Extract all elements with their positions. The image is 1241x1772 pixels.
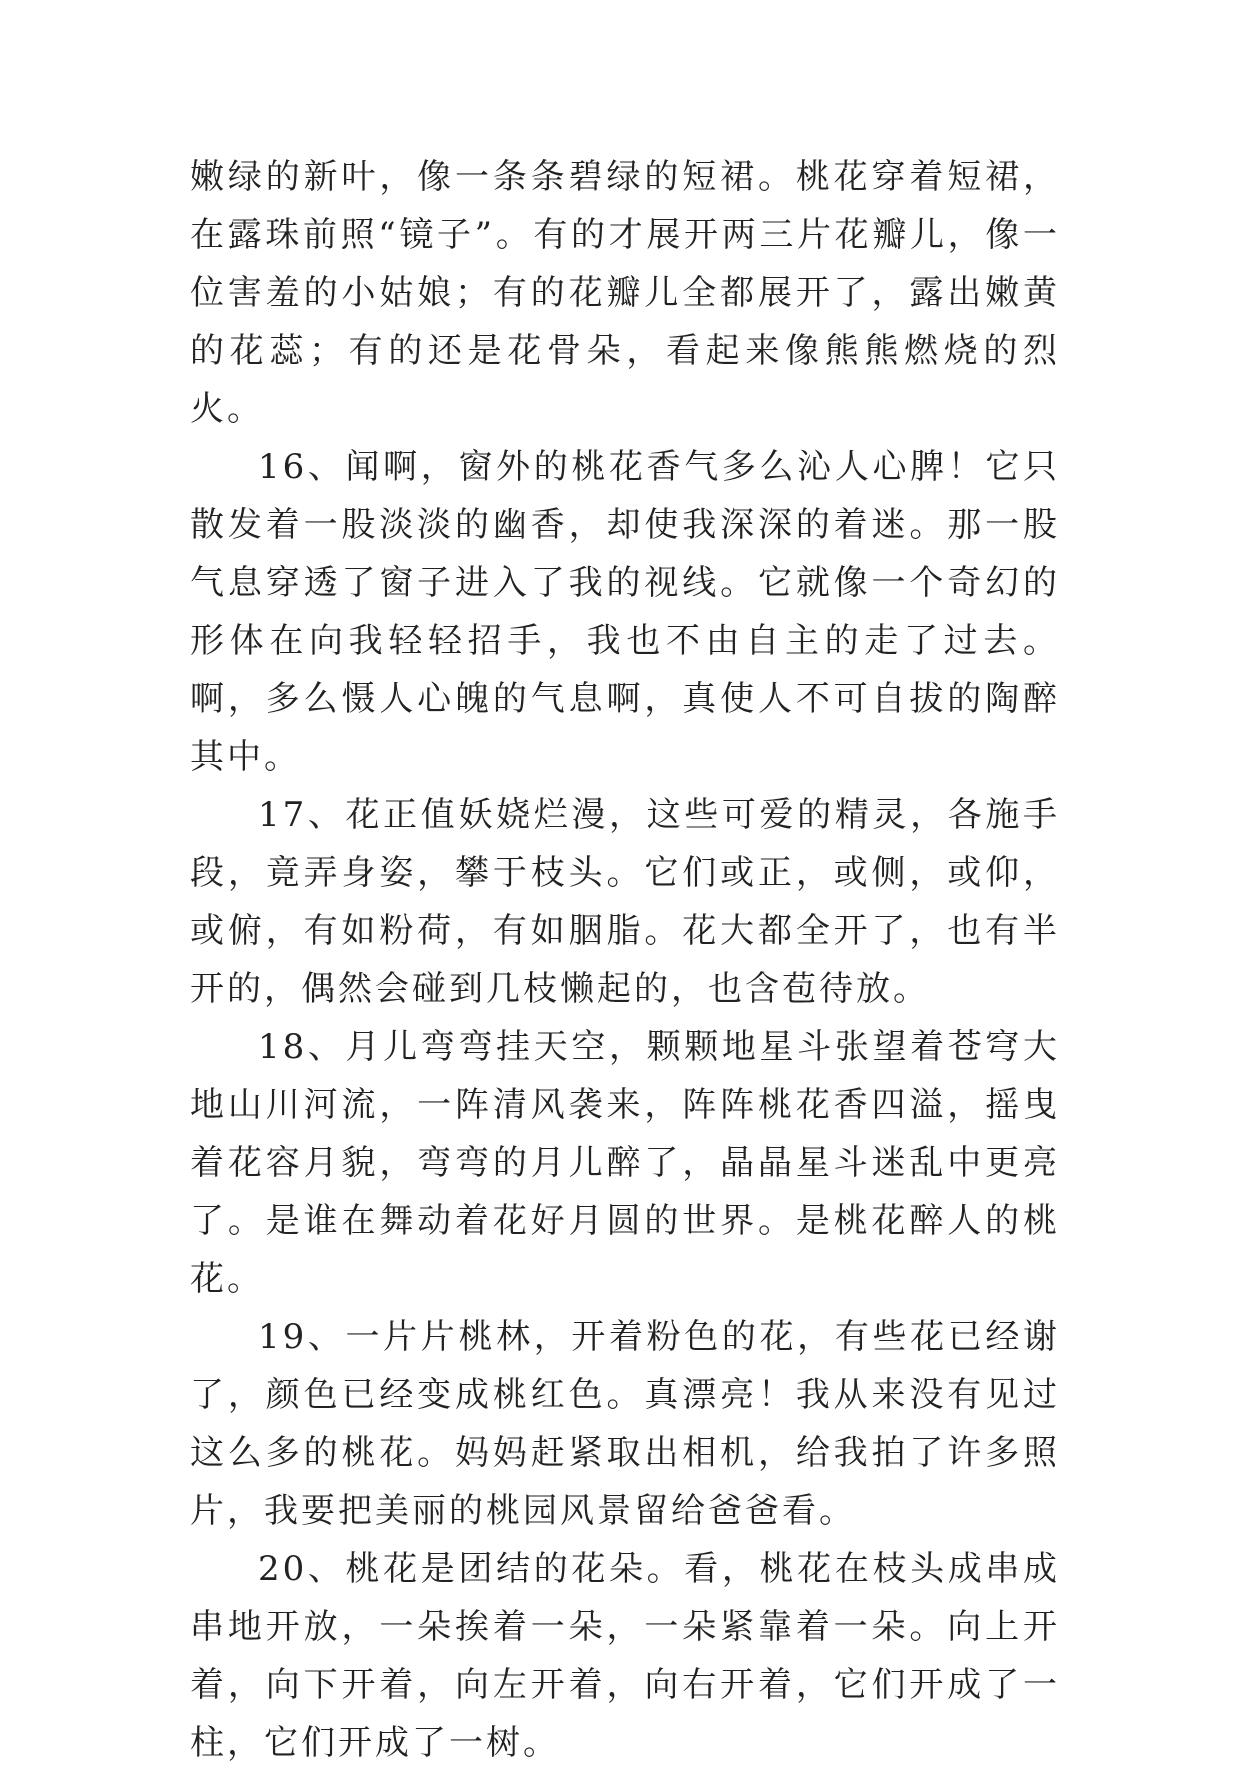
- paragraph-20: 20、桃花是团结的花朵。看，桃花在枝头成串成串地开放，一朵挨着一朵，一朵紧靠着一朵。向上开着，向下开着，向左开着，向右开着，它们开成了一柱，它们开成了一树。: [190, 1549, 1060, 1763]
- paragraph-15-continued: 嫩绿的新叶，像一条条碧绿的短裙。桃花穿着短裙，在露珠前照“镜子”。有的才展开两三片花瓣儿，像一位害羞的小姑娘；有的花瓣儿全都展开了，露出嫩黄的花蕊；有的还是花骨朵，看起来像熊熊燃烧的烈火。: [190, 157, 1060, 429]
- paragraph-17: 17、花正值妖娆烂漫，这些可爱的精灵，各施手段，竟弄身姿，攀于枝头。它们或正，或侧，或仰，或俯，有如粉荷，有如胭脂。花大都全开了，也有半开的，偶然会碰到几枝懒起的，也含苞待放。: [190, 795, 1060, 1009]
- paragraph-19: 19、一片片桃林，开着粉色的花，有些花已经谢了，颜色已经变成桃红色。真漂亮！我从来没有见过这么多的桃花。妈妈赶紧取出相机，给我拍了许多照片，我要把美丽的桃园风景留给爸爸看。: [190, 1317, 1060, 1531]
- paragraph-18: 18、月儿弯弯挂天空，颗颗地星斗张望着苍穹大地山川河流，一阵清风袭来，阵阵桃花香四溢，摇曳着花容月貌，弯弯的月儿醉了，晶晶星斗迷乱中更亮了。是谁在舞动着花好月圆的世界。是桃花醉人的桃花。: [190, 1027, 1060, 1299]
- paragraph-16: 16、闻啊，窗外的桃花香气多么沁人心脾！它只散发着一股淡淡的幽香，却使我深深的着迷。那一股气息穿透了窗子进入了我的视线。它就像一个奇幻的形体在向我轻轻招手，我也不由自主的走了过去。啊，多么慑人心魄的气息啊，真使人不可自拔的陶醉其中。: [190, 447, 1060, 777]
- body-text: [190, 148, 1060, 1772]
